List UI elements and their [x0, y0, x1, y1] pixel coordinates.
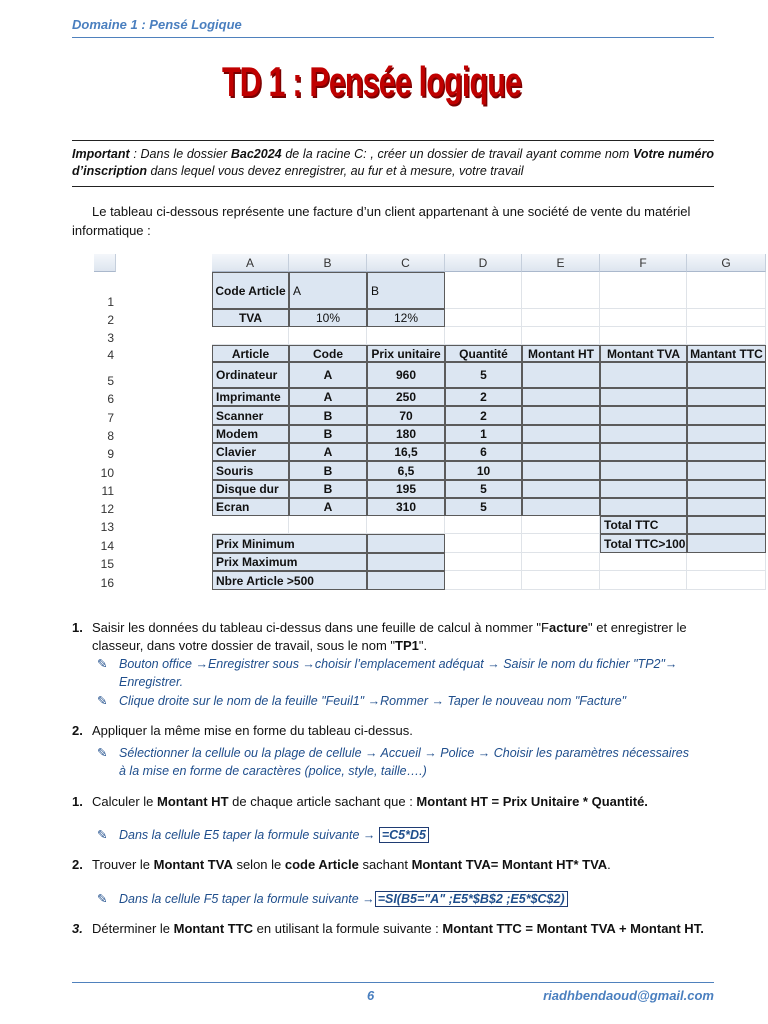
column-header-4[interactable]: D — [445, 254, 522, 272]
grid-cell[interactable] — [212, 516, 289, 534]
question-2-text: Appliquer la même mise en forme du tableau ci-dessus. — [92, 723, 413, 738]
item-prix[interactable]: 960 — [367, 362, 445, 388]
grid-cell[interactable] — [522, 327, 600, 345]
item-empty-cell[interactable] — [522, 406, 600, 425]
item-article[interactable]: Souris — [212, 461, 289, 480]
important-note — [72, 146, 714, 180]
row-header-4[interactable]: 4 — [107, 348, 114, 362]
grid-cell[interactable] — [289, 516, 367, 534]
row-header-5[interactable]: 5 — [107, 374, 114, 388]
important-top-rule — [72, 140, 714, 141]
grid-cell[interactable] — [367, 327, 445, 345]
item-empty-cell[interactable] — [687, 461, 766, 480]
q5-d: Montant TTC = Montant TVA + Montant HT. — [442, 921, 704, 936]
item-quantite[interactable]: 5 — [445, 498, 522, 516]
grid-cell[interactable] — [600, 327, 687, 345]
total-ttc-value[interactable] — [687, 516, 766, 534]
item-article[interactable]: Ecran — [212, 498, 289, 516]
important-text-1: : Dans le dossier — [129, 147, 231, 161]
grid-cell[interactable] — [687, 272, 766, 309]
item-empty-cell[interactable] — [687, 388, 766, 406]
grid-cell[interactable] — [600, 553, 687, 571]
q1-b: acture — [548, 620, 589, 635]
q5-b: Montant TTC — [173, 921, 254, 936]
q4-f: Montant TVA= Montant HT* TVA — [411, 857, 608, 872]
row-header-11[interactable]: 11 — [101, 484, 114, 498]
code-article-label[interactable]: Code Article — [212, 272, 289, 309]
q5-a: Déterminer le — [92, 921, 174, 936]
prix-maximum-value[interactable] — [367, 553, 445, 571]
item-quantite[interactable]: 6 — [445, 443, 522, 461]
prix-minimum-label[interactable]: Prix Minimum — [212, 534, 367, 553]
hint-4-text: Dans la cellule F5 taper la formule suivante → — [119, 892, 375, 906]
important-folder: Bac2024 — [230, 147, 282, 161]
important-text-2: de la racine C: , créer un dossier de travail ayant comme nom — [281, 147, 633, 161]
grid-cell[interactable] — [687, 553, 766, 571]
total-ttc-100-value[interactable] — [687, 534, 766, 553]
grid-cell[interactable] — [687, 309, 766, 327]
item-prix[interactable]: 310 — [367, 498, 445, 516]
item-empty-cell[interactable] — [687, 406, 766, 425]
item-empty-cell[interactable] — [600, 425, 687, 443]
item-prix[interactable]: 250 — [367, 388, 445, 406]
item-quantite[interactable]: 10 — [445, 461, 522, 480]
q4-e: sachant — [358, 857, 412, 872]
table-header[interactable]: Code — [289, 345, 367, 362]
grid-cell[interactable] — [600, 571, 687, 590]
hint-1b — [97, 692, 719, 710]
hint-3-text: Dans la cellule E5 taper la formule suivante → — [119, 828, 379, 842]
grid-cell[interactable] — [445, 553, 522, 571]
item-quantite[interactable]: 5 — [445, 480, 522, 498]
nbre-article-label[interactable]: Nbre Article >500 — [212, 571, 367, 590]
row-header-12[interactable]: 12 — [100, 502, 114, 516]
row-header-8[interactable]: 8 — [107, 429, 114, 443]
table-header[interactable]: Prix unitaire — [367, 345, 445, 362]
item-empty-cell[interactable] — [687, 498, 766, 516]
item-prix[interactable]: 6,5 — [367, 461, 445, 480]
row-header-7[interactable]: 7 — [107, 411, 114, 425]
tva-label[interactable]: TVA — [212, 309, 289, 327]
grid-cell[interactable] — [600, 309, 687, 327]
pencil-icon: ✎ — [97, 828, 108, 842]
corner-header — [94, 254, 116, 272]
item-empty-cell[interactable] — [600, 443, 687, 461]
q1-e: ". — [418, 638, 428, 653]
item-article[interactable]: Ordinateur — [212, 362, 289, 388]
grid-cell[interactable] — [212, 327, 289, 345]
item-code[interactable]: B — [289, 425, 367, 443]
tva-a-value[interactable]: 10% — [289, 309, 367, 327]
item-empty-cell[interactable] — [600, 406, 687, 425]
q1-d: TP1 — [395, 638, 419, 653]
column-header-2[interactable]: B — [289, 254, 367, 272]
question-5-text — [92, 920, 712, 938]
q3-b: Montant HT — [157, 794, 229, 809]
item-prix[interactable]: 180 — [367, 425, 445, 443]
item-empty-cell[interactable] — [687, 443, 766, 461]
nbre-article-value[interactable] — [367, 571, 445, 590]
tva-code-a[interactable]: A — [289, 272, 367, 309]
grid-cell[interactable] — [445, 272, 522, 309]
item-quantite[interactable]: 5 — [445, 362, 522, 388]
spreadsheet — [94, 254, 763, 600]
question-1-text — [92, 619, 712, 655]
grid-cell[interactable] — [445, 309, 522, 327]
header-domain: Domaine 1 : Pensé Logique — [72, 17, 242, 32]
item-prix[interactable]: 16,5 — [367, 443, 445, 461]
row-header-3[interactable]: 3 — [107, 331, 114, 345]
row-header-1[interactable]: 1 — [107, 295, 114, 309]
important-label: Important — [72, 147, 130, 161]
item-prix[interactable]: 70 — [367, 406, 445, 425]
item-empty-cell[interactable] — [687, 480, 766, 498]
item-empty-cell[interactable] — [687, 425, 766, 443]
total-ttc-label[interactable]: Total TTC — [600, 516, 687, 534]
column-header-7[interactable]: G — [687, 254, 766, 272]
grid-cell[interactable] — [687, 327, 766, 345]
item-code[interactable]: B — [289, 406, 367, 425]
item-article[interactable]: Disque dur — [212, 480, 289, 498]
q4-c: selon le — [232, 857, 285, 872]
item-code[interactable]: A — [289, 498, 367, 516]
row-header-6[interactable]: 6 — [107, 392, 114, 406]
prix-minimum-value[interactable] — [367, 534, 445, 553]
item-article[interactable]: Imprimante — [212, 388, 289, 406]
header-rule — [72, 37, 714, 38]
row-header-16[interactable]: 16 — [100, 576, 114, 590]
column-header-3[interactable]: C — [367, 254, 445, 272]
table-header[interactable]: Montant TVA — [600, 345, 687, 362]
prix-maximum-label[interactable]: Prix Maximum — [212, 553, 367, 571]
page-title: TD 1 : Pensée logique — [222, 58, 522, 105]
table-header[interactable]: Quantité — [445, 345, 522, 362]
pencil-icon: ✎ — [97, 892, 108, 906]
question-1-number: 1. — [72, 620, 83, 635]
pencil-icon: ✎ — [97, 694, 108, 708]
item-article[interactable]: Modem — [212, 425, 289, 443]
hint-1a — [97, 655, 714, 691]
row-header-13[interactable]: 13 — [100, 520, 114, 534]
table-header[interactable]: Mantant TTC — [687, 345, 766, 362]
item-empty-cell[interactable] — [600, 461, 687, 480]
question-3-number: 1. — [72, 794, 83, 809]
q3-d: Montant HT = Prix Unitaire * Quantité. — [416, 794, 648, 809]
item-empty-cell[interactable] — [600, 388, 687, 406]
page-number: 6 — [367, 988, 375, 1003]
grid-cell[interactable] — [522, 571, 600, 590]
tva-b-value[interactable]: 12% — [367, 309, 445, 327]
item-code[interactable]: A — [289, 388, 367, 406]
formula-e5: =C5*D5 — [379, 827, 429, 843]
item-empty-cell[interactable] — [687, 362, 766, 388]
item-code[interactable]: A — [289, 362, 367, 388]
q3-a: Calculer le — [92, 794, 158, 809]
item-prix[interactable]: 195 — [367, 480, 445, 498]
item-code[interactable]: B — [289, 461, 367, 480]
row-header-2[interactable]: 2 — [107, 313, 114, 327]
footer-email: riadhbendaoud@gmail.com — [543, 988, 714, 1003]
item-empty-cell[interactable] — [522, 498, 600, 516]
hint-3 — [97, 826, 679, 844]
item-empty-cell[interactable] — [600, 362, 687, 388]
question-2-number: 2. — [72, 723, 83, 738]
item-empty-cell[interactable] — [522, 461, 600, 480]
grid-cell[interactable] — [445, 534, 522, 553]
q1-c: " et enregistrer le classeur, dans votre dossier de travail, sous le nom " — [92, 620, 687, 653]
row-header-10[interactable]: 10 — [100, 466, 114, 480]
table-header[interactable]: Montant HT — [522, 345, 600, 362]
item-code[interactable]: A — [289, 443, 367, 461]
grid-cell[interactable] — [687, 571, 766, 590]
grid-cell[interactable] — [600, 272, 687, 309]
item-article[interactable]: Scanner — [212, 406, 289, 425]
pencil-icon: ✎ — [97, 746, 108, 760]
question-5-number: 3. — [72, 921, 83, 936]
q3-c: de chaque article sachant que : — [228, 794, 417, 809]
question-3-text — [92, 793, 712, 811]
item-quantite[interactable]: 2 — [445, 406, 522, 425]
question-4-number: 2. — [72, 857, 83, 872]
item-empty-cell[interactable] — [522, 443, 600, 461]
important-text-3: dans lequel vous devez enregistrer, au fur et à mesure, votre travail — [147, 164, 524, 178]
pencil-icon: ✎ — [97, 657, 108, 671]
item-empty-cell[interactable] — [522, 480, 600, 498]
q4-a: Trouver le — [92, 857, 154, 872]
hint-1a-text: Bouton office →Enregistrer sous →choisir l’emplacement adéquat → Saisir le nom du fichier "TP2"→ Enregistrer. — [119, 657, 678, 689]
question-4-text — [92, 856, 712, 874]
grid-cell[interactable] — [522, 272, 600, 309]
grid-cell[interactable] — [522, 309, 600, 327]
footer-rule — [72, 982, 714, 983]
hint-4 — [97, 890, 679, 908]
total-ttc-100-label[interactable]: Total TTC>100 — [600, 534, 687, 553]
q1-a: Saisir les données du tableau ci-dessus dans une feuille de calcul à nommer "F — [92, 620, 549, 635]
table-header[interactable]: Article — [212, 345, 289, 362]
hint-1b-text: Clique droite sur le nom de la feuille "Feuil1" →Rommer → Taper le nouveau nom "Facture" — [119, 694, 627, 708]
hint-2 — [97, 744, 699, 780]
hint-2-text: Sélectionner la cellule ou la plage de cellule → Accueil → Police → Choisir les paramètres nécessaires à la mise en forme de caractères (police, style, taille….) — [119, 746, 689, 778]
grid-cell[interactable] — [522, 553, 600, 571]
item-empty-cell[interactable] — [600, 480, 687, 498]
q4-d: code Article — [284, 857, 359, 872]
item-article[interactable]: Clavier — [212, 443, 289, 461]
grid-cell[interactable] — [445, 516, 522, 534]
grid-cell[interactable] — [522, 516, 600, 534]
item-empty-cell[interactable] — [522, 362, 600, 388]
grid-cell[interactable] — [289, 327, 367, 345]
row-header-14[interactable]: 14 — [100, 539, 114, 553]
row-header-9[interactable]: 9 — [107, 447, 114, 461]
item-quantite[interactable]: 2 — [445, 388, 522, 406]
grid-cell[interactable] — [445, 327, 522, 345]
column-header-5[interactable]: E — [522, 254, 600, 272]
item-code[interactable]: B — [289, 480, 367, 498]
grid-cell[interactable] — [522, 534, 600, 553]
q4-b: Montant TVA — [153, 857, 233, 872]
column-header-6[interactable]: F — [600, 254, 687, 272]
column-header-1[interactable]: A — [212, 254, 289, 272]
item-quantite[interactable]: 1 — [445, 425, 522, 443]
item-empty-cell[interactable] — [600, 498, 687, 516]
tva-code-b[interactable]: B — [367, 272, 445, 309]
item-empty-cell[interactable] — [522, 425, 600, 443]
q4-g: . — [607, 857, 611, 872]
row-header-15[interactable]: 15 — [100, 557, 114, 571]
important-votre: Votre numéro d’inscription — [72, 147, 714, 178]
intro-paragraph: Le tableau ci-dessous représente une facture d’un client appartenant à une société de vente du matériel informatique : — [72, 204, 691, 238]
q5-c: en utilisant la formule suivante : — [253, 921, 443, 936]
important-bottom-rule — [72, 186, 714, 187]
grid-cell[interactable] — [445, 571, 522, 590]
item-empty-cell[interactable] — [522, 388, 600, 406]
grid-cell[interactable] — [367, 516, 445, 534]
formula-f5: =SI(B5="A" ;E5*$B$2 ;E5*$C$2) — [375, 891, 568, 907]
